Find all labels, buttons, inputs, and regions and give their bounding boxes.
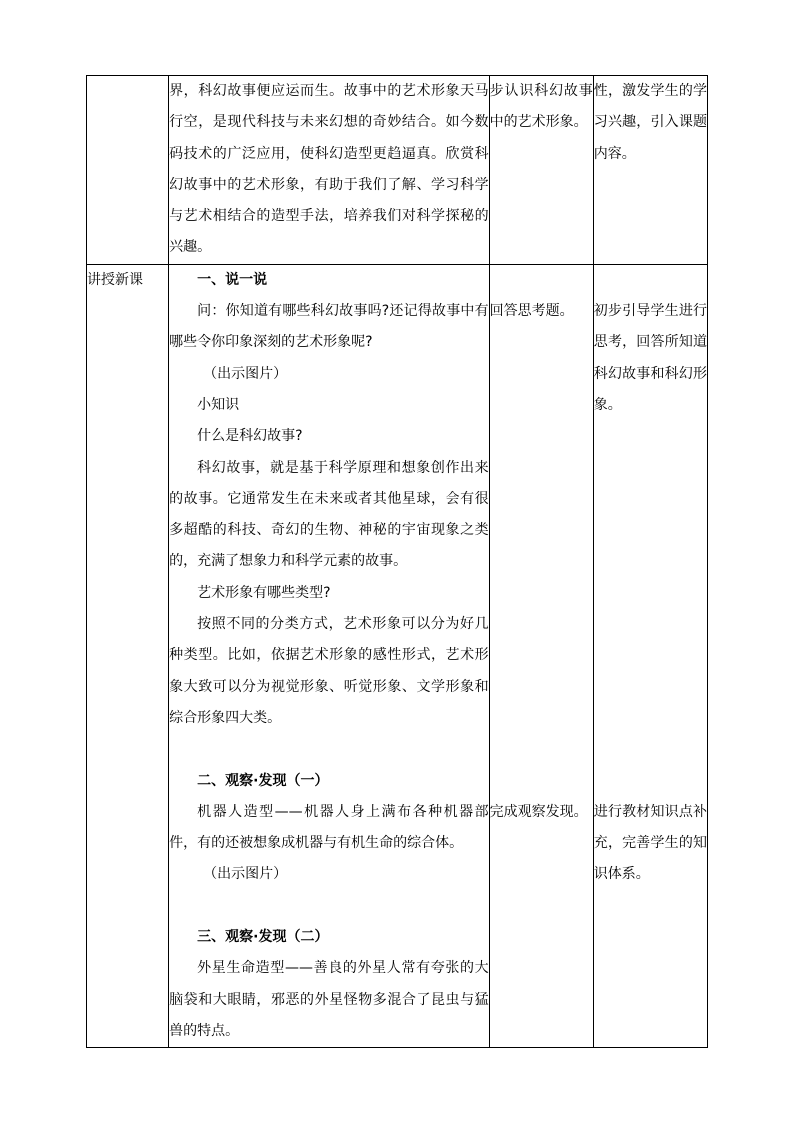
design-intent-text: 性，激发学生的学习兴趣，引入课题内容。 [593, 83, 707, 162]
content-paragraph: 什么是科幻故事? [197, 428, 303, 445]
student-activity-cell [489, 264, 593, 1047]
blank-line [169, 891, 489, 922]
design-intent-cell [593, 264, 707, 1047]
lesson-plan-table [86, 75, 708, 1048]
blank-line [490, 265, 593, 296]
blank-line [169, 734, 489, 765]
stage-cell [87, 264, 169, 1047]
design-intent-text: 进行教材知识点补充，完善学生的知识体系。 [593, 803, 707, 883]
content-cell [169, 76, 490, 265]
section-heading: 三、观察·发现（二） [197, 929, 329, 946]
design-intent-text: 初步引导学生进行思考，回答所知道科幻故事和科幻形象。 [593, 303, 707, 413]
content-paragraph: 问：你知道有哪些科幻故事吗?还记得故事中有哪些令你印象深刻的艺术形象呢? [169, 303, 489, 351]
table-row [87, 264, 708, 1047]
section-heading: 一、说一说 [197, 271, 268, 288]
student-activity-text: 回答思考题。 [489, 303, 574, 320]
content-paragraph: （出示图片） [203, 365, 288, 382]
content-paragraph: （出示图片） [203, 866, 288, 883]
content-paragraph: 科幻故事，就是基于科学原理和想象创作出来的故事。它通常发生在未来或者其他星球，会有很多超酷的科技、奇幻的生物、神秘的宇宙现象之类的，充满了想象力和科学元素的故事。 [169, 459, 489, 570]
content-paragraph: 机器人造型——机器人身上满布各种机器部件，有的还被想象成机器与有机生命的综合体。 [169, 803, 489, 852]
stage-cell [87, 76, 169, 265]
blank-line [594, 265, 707, 296]
section-heading: 二、观察·发现（一） [197, 772, 329, 789]
content-paragraph: 小知识 [197, 396, 240, 413]
table-row [87, 76, 708, 265]
content-cell [169, 264, 490, 1047]
student-activity-text: 完成观察发现。 [489, 803, 588, 820]
student-activity-cell [489, 76, 593, 265]
content-paragraph: 外星生命造型——善良的外星人常有夸张的大脑袋和大眼睛，邪恶的外星怪物多混合了昆虫与猛兽的特点。 [169, 960, 489, 1039]
student-activity-text: 步认识科幻故事中的艺术形象。 [489, 83, 593, 131]
design-intent-cell [593, 76, 707, 265]
stage-label: 讲授新课 [87, 271, 143, 288]
content-paragraph: 按照不同的分类方式，艺术形象可以分为好几种类型。比如，依据艺术形象的感性形式，艺术形象大致可以分为视觉形象、听觉形象、文学形象和综合形象四大类。 [169, 616, 489, 726]
content-paragraph: 界，科幻故事便应运而生。故事中的艺术形象天马行空，是现代科技与未来幻想的奇妙结合。如今数码技术的广泛应用，使科幻造型更趋逼真。欣赏科幻故事中的艺术形象，有助于我们了解、学习科学与艺术相结合的造型手法，培养我们对科学探秘的兴趣。 [169, 83, 489, 256]
content-paragraph: 艺术形象有哪些类型? [197, 584, 331, 601]
